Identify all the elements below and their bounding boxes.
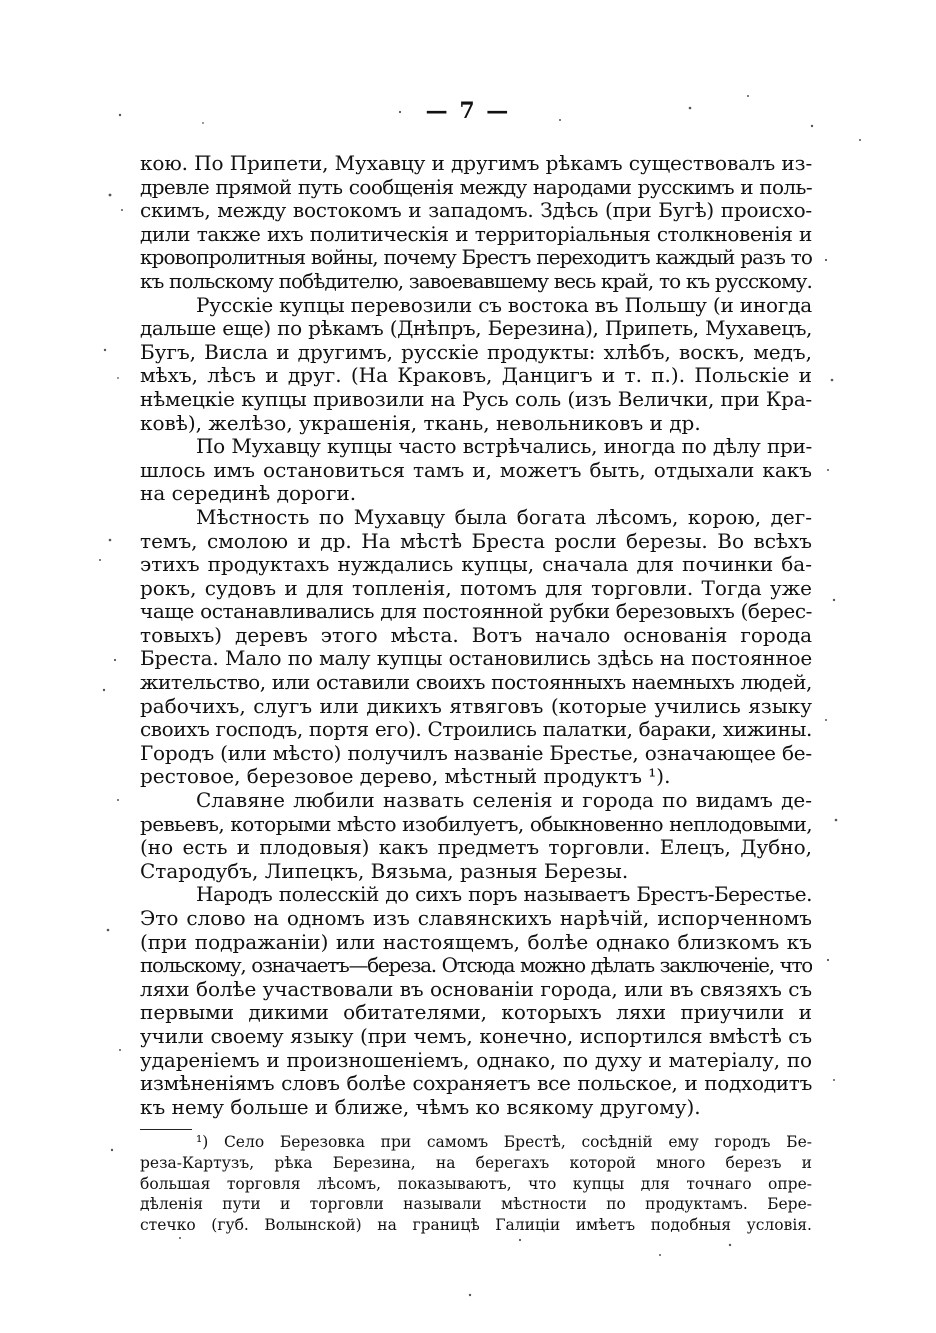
footnote-divider <box>140 1129 192 1130</box>
footnote-line: ¹) Село Березовка при самомъ Брестѣ, сосѣдній ему городъ Бе- <box>196 1133 812 1151</box>
text-line: Городъ (или мѣсто) получилъ названіе Брестье, означающее бе- <box>140 741 812 765</box>
text-line: Славяне любили назвать селенія и города по видамъ де- <box>196 789 812 813</box>
text-line: мѣхъ, лѣсъ и друг. (На Краковъ, Данцигъ и т. п.). Польскіе и <box>140 364 812 388</box>
text-line: учили своему языку (при чемъ, конечно, испортился вмѣстѣ съ <box>140 1024 812 1048</box>
text-line: Это слово на одномъ изъ славянскихъ нарѣчій, испорченномъ <box>140 907 812 930</box>
text-line: древле прямой путь сообщенія между народами русскимъ и поль- <box>140 175 812 199</box>
text-line: товыхъ) деревъ этого мѣста. Вотъ начало основанія города <box>140 623 812 647</box>
text-line: жительство, или оставили своихъ постоянныхъ наемныхъ людей, <box>140 671 812 695</box>
text-line: этихъ продуктахъ нуждались купцы, сначала для починки ба- <box>140 553 812 577</box>
text-line: на серединѣ дороги. <box>140 482 357 506</box>
text-line: чаще останавливались для постоянной рубки березовыхъ (берес- <box>140 600 812 624</box>
footnote-line: дѣленія пути и торговли называли мѣстности по продуктамъ. Бере- <box>140 1195 812 1214</box>
text-line: своихъ господъ, портя его). Строились палатки, бараки, хижины. <box>140 718 812 742</box>
text-line: нѣмецкіе купцы привозили на Русь соль (изъ Велички, при Кра- <box>140 387 812 411</box>
text-line: ревьевъ, которыми мѣсто изобилуетъ, обыкновенно неплодовыми, <box>140 812 812 836</box>
text-line: рокъ, судовъ и для топленія, потомъ для торговли. Тогда уже <box>140 576 812 600</box>
text-line: кровопролитныя войны, почему Брестъ переходитъ каждый разъ то <box>140 246 812 270</box>
text-line: первыми дикими обитателями, которыхъ ляхи приучили и <box>140 1001 812 1025</box>
text-line: шлось имъ остановиться тамъ и, можетъ быть, отдыхали какъ <box>140 458 812 482</box>
text-line: скимъ, между востокомъ и западомъ. Здѣсь (при Бугѣ) происхо- <box>140 199 812 223</box>
text-line: Бреста. Мало по малу купцы остановились здѣсь на постоянное <box>140 647 812 671</box>
text-line: ковѣ), желѣзо, украшенія, ткань, невольниковъ и др. <box>140 411 701 435</box>
text-line: къ польскому побѣдителю, завоевавшему весь край, то къ русскому. <box>140 269 812 293</box>
footnote-line: большая торговля лѣсомъ, показываютъ, что купцы для точнаго опре- <box>140 1174 812 1193</box>
text-line: Народъ полесскій до сихъ поръ называетъ Брестъ-Берестье. <box>196 883 812 907</box>
text-line: По Мухавцу купцы часто встрѣчались, иногда по дѣлу при- <box>196 435 812 459</box>
text-line: ляхи болѣе участвовали въ основаніи города, или въ связяхъ съ <box>140 977 812 1001</box>
text-line: рабочихъ, слугъ или дикихъ ятвяговъ (которые учились языку <box>140 694 812 718</box>
page-number: — 7 — <box>425 98 511 124</box>
body-text <box>140 152 812 1119</box>
footnote-line: стечко (губ. Волынской) на границѣ Галиціи имѣетъ подобныя условія. <box>140 1216 812 1235</box>
text-line: рестовое, березовое дерево, мѣстный продуктъ ¹). <box>140 765 671 789</box>
text-line: темъ, смолою и др. На мѣстѣ Бреста росли березы. Во всѣхъ <box>140 529 812 553</box>
text-line: (при подражаніи) или настоящемъ, болѣе однако близкомъ къ <box>140 930 812 954</box>
text-line: Бугъ, Висла и другимъ, русскіе продукты: хлѣбъ, воскъ, медъ, <box>140 340 812 364</box>
footnotes <box>140 1132 812 1236</box>
text-line: Мѣстность по Мухавцу была богата лѣсомъ, корою, дег- <box>196 505 812 529</box>
text-line: Русскіе купцы перевозили съ востока въ Польшу (и иногда <box>196 293 812 317</box>
text-line: (но есть и плодовыя) какъ предметъ торговли. Елецъ, Дубно, <box>140 836 812 860</box>
footnote-line: реза-Картузъ, рѣка Березина, на берегахъ которой много березъ и <box>140 1153 812 1172</box>
text-line: Стародубъ, Липецкъ, Вязьма, разныя Березы. <box>140 859 629 883</box>
text-line: польскому, означаетъ—береза. Отсюда можно дѣлать заключеніе, что <box>140 954 812 978</box>
text-line: дили также ихъ политическія и территоріальныя столкновенія и <box>140 222 812 246</box>
text-line: къ нему больше и ближе, чѣмъ ко всякому другому). <box>140 1095 701 1119</box>
text-line: измѣненіямъ словъ болѣе сохраняетъ все польское, и подходитъ <box>140 1072 812 1096</box>
text-line: кою. По Припети, Мухавцу и другимъ рѣкамъ существовалъ из- <box>140 152 812 175</box>
text-line: дальше еще) по рѣкамъ (Днѣпръ, Березина), Припеть, Мухавецъ, <box>140 317 812 341</box>
text-line: удареніемъ и произношеніемъ, однако, по духу и матеріалу, по <box>140 1048 812 1072</box>
